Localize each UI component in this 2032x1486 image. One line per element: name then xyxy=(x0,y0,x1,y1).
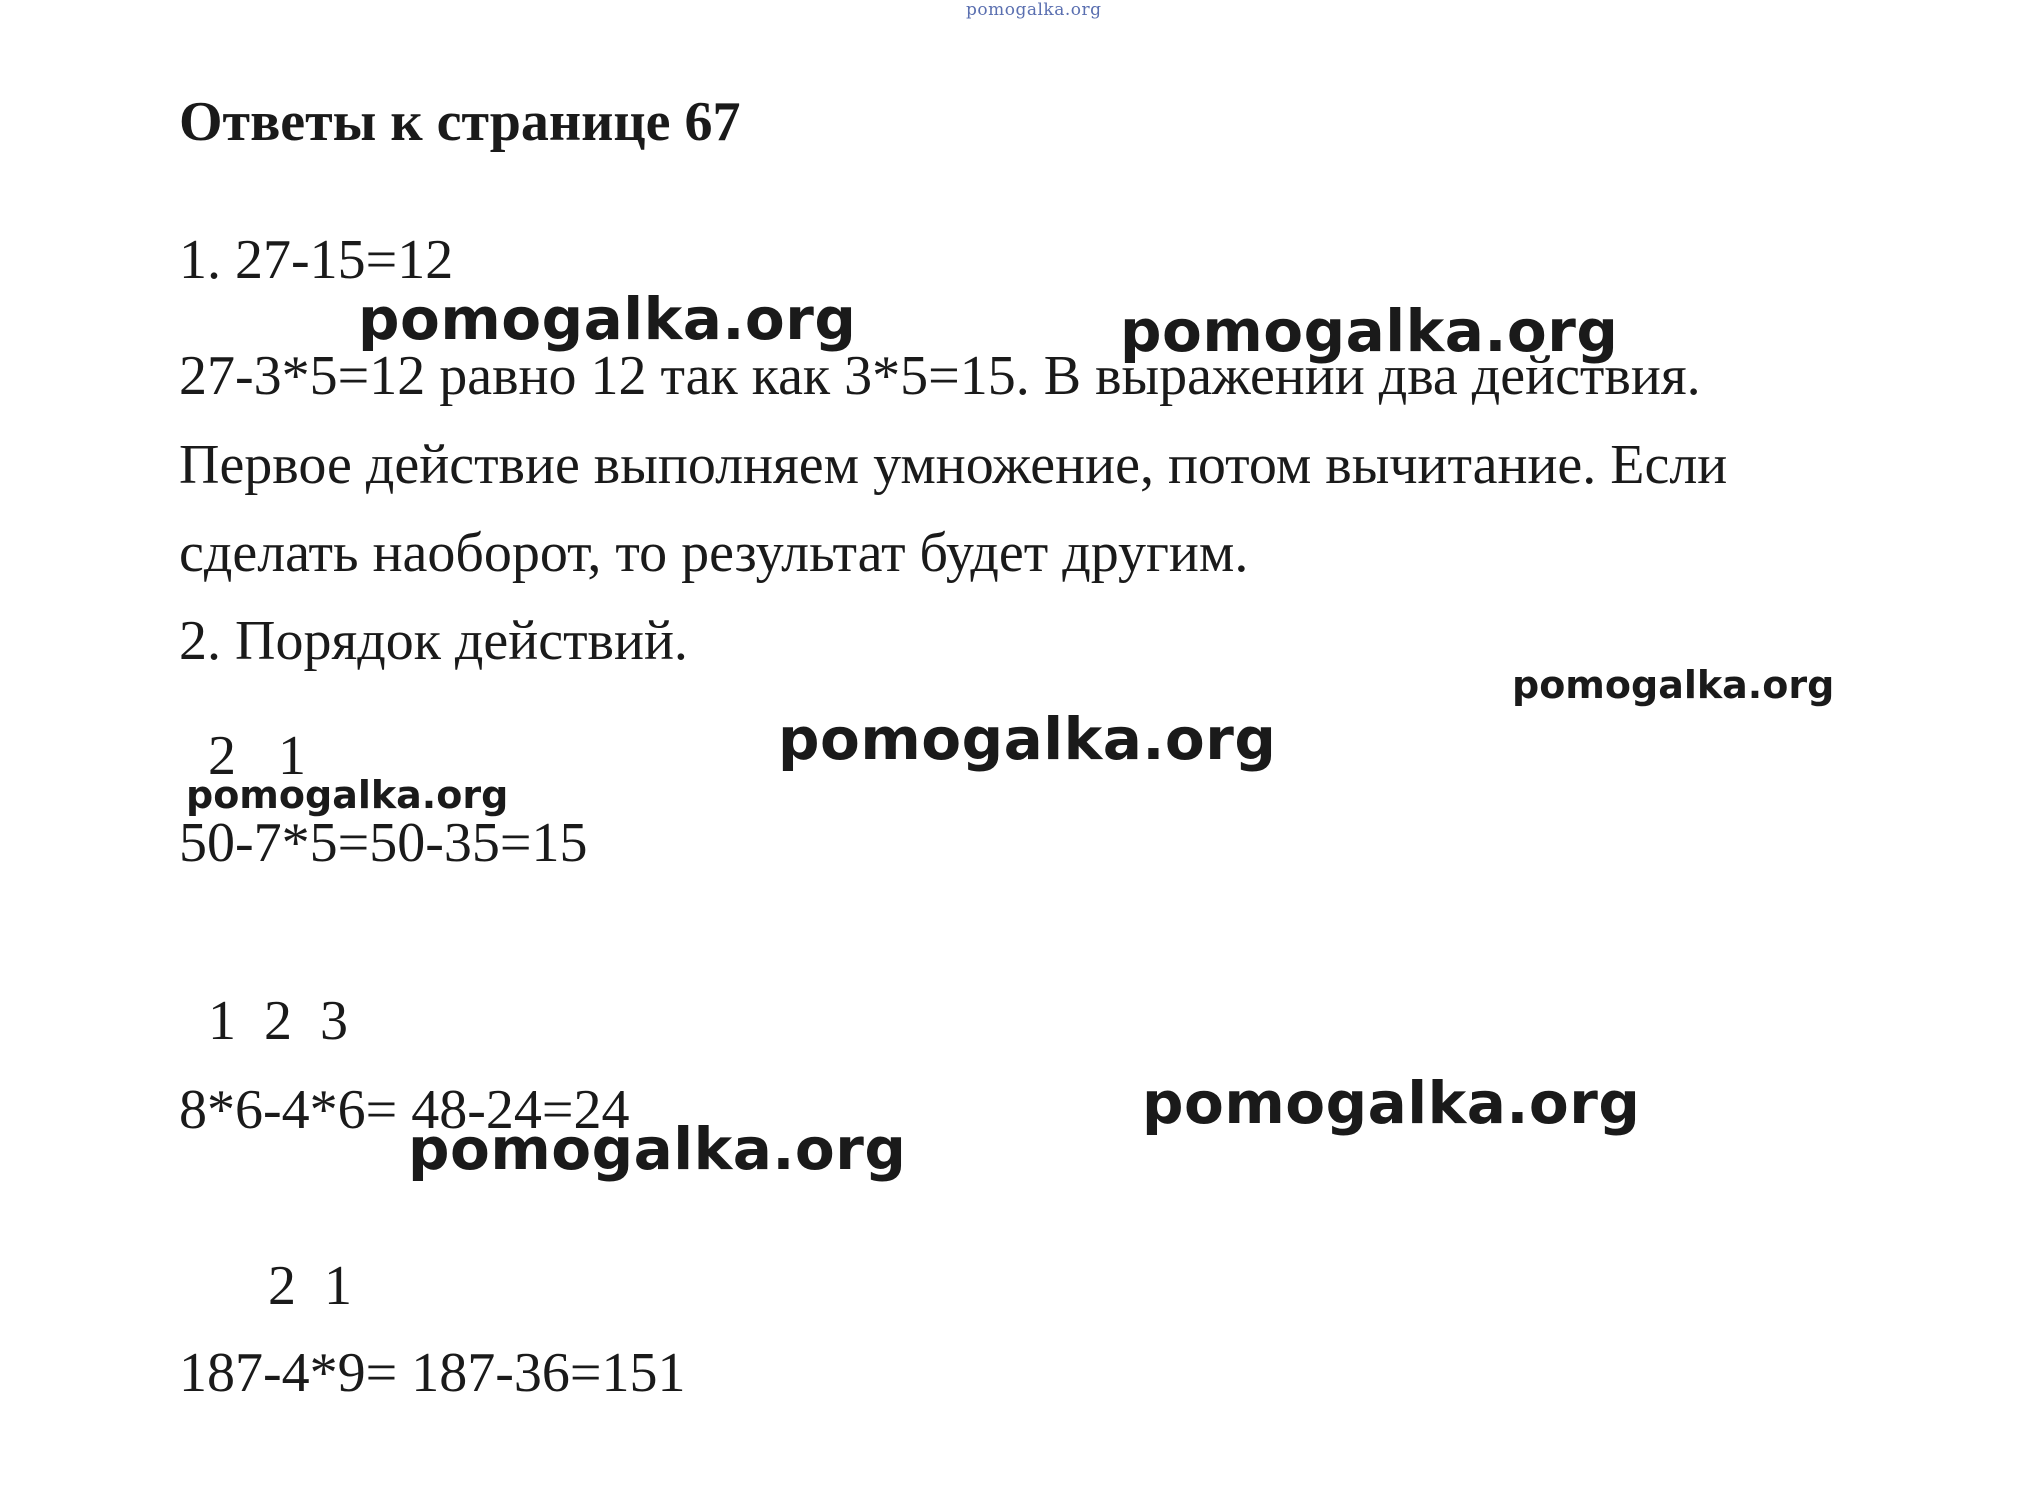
answer-2-heading: 2. Порядок действий. xyxy=(179,610,688,672)
watermark: pomogalka.org xyxy=(1142,1069,1641,1137)
answer-1-line: 1. 27-15=12 xyxy=(179,229,454,291)
watermark: pomogalka.org xyxy=(1512,663,1835,707)
watermark: pomogalka.org xyxy=(778,705,1277,773)
expression-3: 187-4*9= 187-36=151 xyxy=(179,1342,686,1404)
expression-2: 8*6-4*6= 48-24=24 xyxy=(179,1079,630,1141)
order-numbers-1: 2 1 xyxy=(208,725,306,787)
explanation-line-1: 27-3*5=12 равно 12 так как 3*5=15. В выражении два действия. xyxy=(179,345,1701,407)
watermark: pomogalka.org xyxy=(358,285,857,353)
expression-1: 50-7*5=50-35=15 xyxy=(179,812,588,874)
explanation-line-2: Первое действие выполняем умножение, потом вычитание. Если xyxy=(179,434,1728,496)
watermark: pomogalka.org xyxy=(408,1115,907,1183)
page-title: Ответы к странице 67 xyxy=(179,91,741,153)
order-numbers-3: 2 1 xyxy=(268,1255,352,1317)
watermark-top: pomogalka.org xyxy=(966,0,1102,20)
watermark: pomogalka.org xyxy=(1120,297,1619,365)
explanation-line-3: сделать наоборот, то результат будет другим. xyxy=(179,522,1249,584)
watermark: pomogalka.org xyxy=(186,773,509,817)
order-numbers-2: 1 2 3 xyxy=(208,990,348,1052)
